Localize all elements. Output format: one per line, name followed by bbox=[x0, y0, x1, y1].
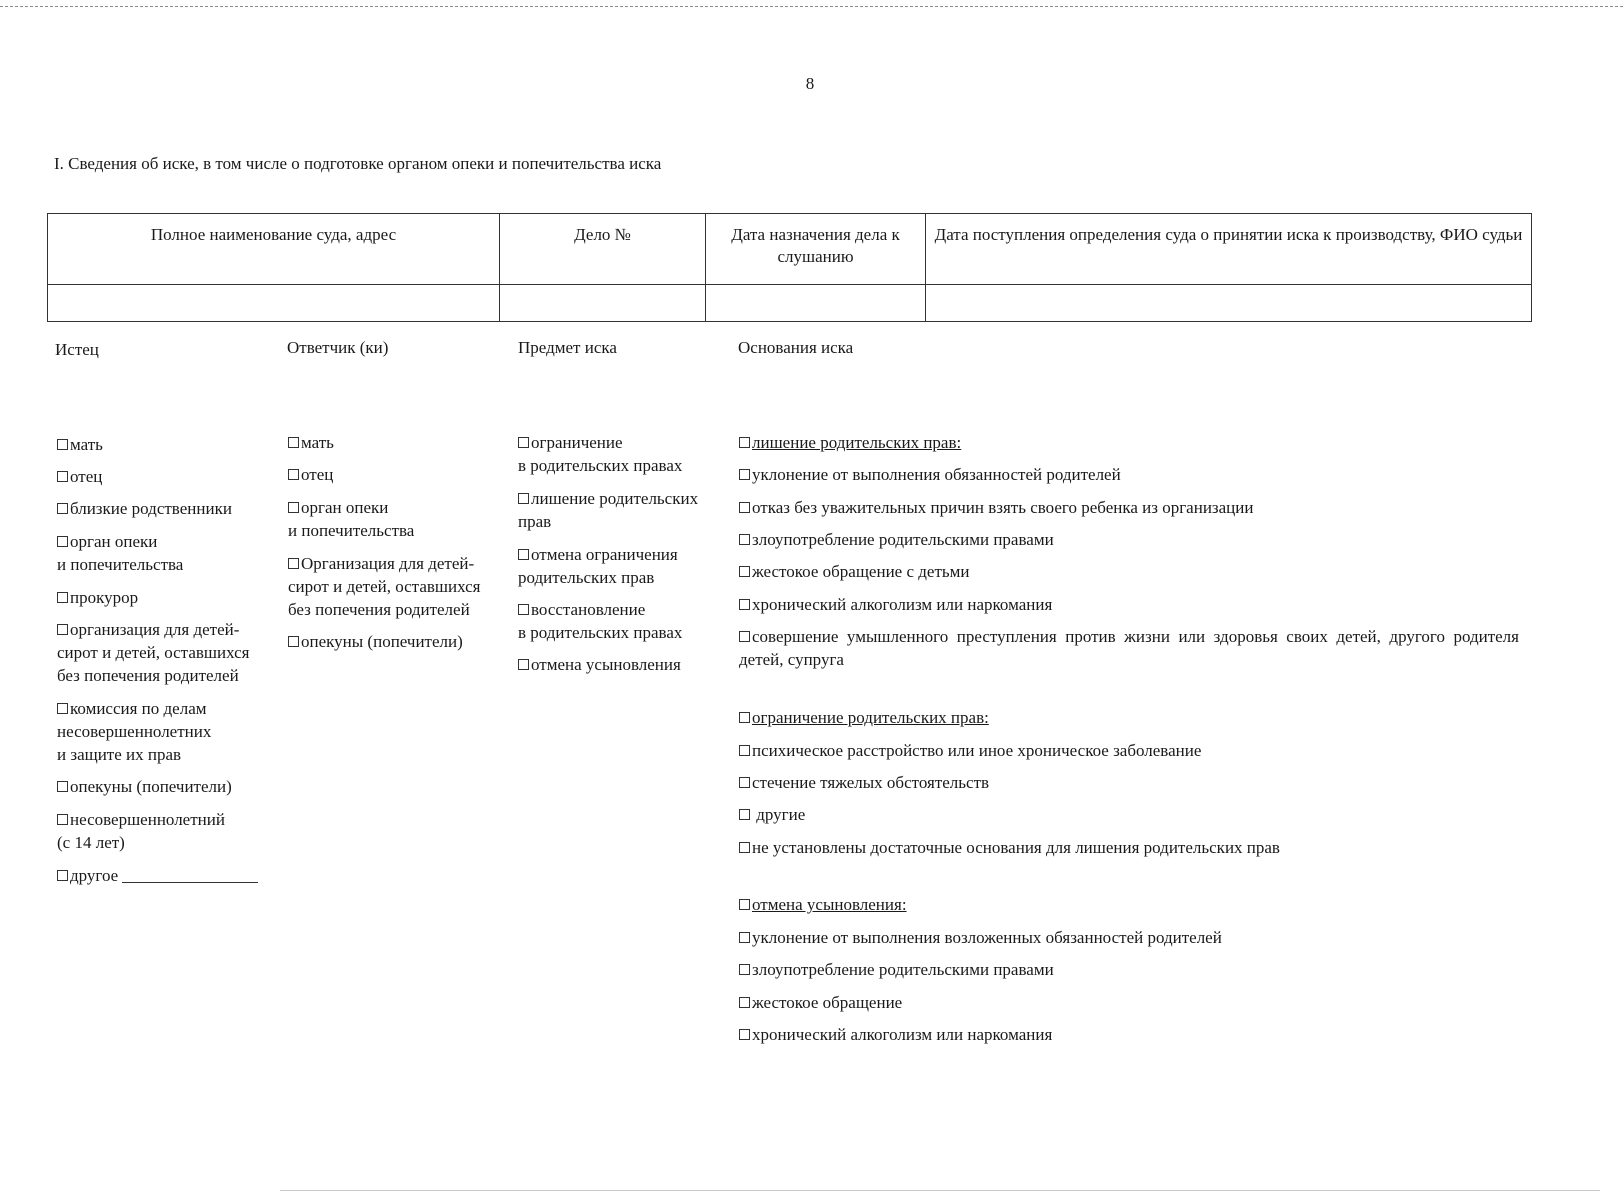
checkbox[interactable] bbox=[57, 624, 68, 635]
table-row bbox=[48, 285, 1532, 322]
checkbox[interactable] bbox=[739, 469, 750, 480]
checkbox[interactable] bbox=[739, 932, 750, 943]
subject-option[interactable]: лишение родительских прав bbox=[518, 489, 699, 531]
plaintiff-option[interactable]: близкие родственники bbox=[57, 497, 232, 520]
checkbox[interactable] bbox=[57, 503, 68, 514]
plaintiff-option[interactable]: мать bbox=[57, 433, 103, 456]
checkbox[interactable] bbox=[739, 566, 750, 577]
checkbox[interactable] bbox=[57, 870, 68, 881]
table-header-row bbox=[48, 214, 1532, 285]
grounds-option[interactable]: другие bbox=[739, 803, 805, 826]
defendant-heading: Ответчик (ки) bbox=[287, 338, 389, 357]
grounds-option[interactable]: жестокое обращение с детьми bbox=[739, 560, 970, 583]
grounds-option[interactable]: уклонение от выполнения возложенных обязанностей родителей bbox=[739, 926, 1222, 949]
checkbox[interactable] bbox=[288, 437, 299, 448]
grounds-option[interactable]: психическое расстройство или иное хроническое заболевание bbox=[739, 739, 1201, 762]
checkbox[interactable] bbox=[739, 1029, 750, 1040]
plaintiff-option[interactable]: несовершеннолетний (с 14 лет) bbox=[57, 810, 225, 852]
checkbox[interactable] bbox=[739, 712, 750, 723]
grounds-group-title[interactable]: лишение родительских прав: bbox=[739, 431, 961, 454]
checkbox[interactable] bbox=[288, 558, 299, 569]
checkbox[interactable] bbox=[739, 534, 750, 545]
checkbox[interactable] bbox=[518, 437, 529, 448]
checkbox[interactable] bbox=[739, 899, 750, 910]
subject-option[interactable]: восстановление в родительских правах bbox=[518, 600, 683, 642]
checkbox[interactable] bbox=[739, 842, 750, 853]
cell-case-number[interactable] bbox=[500, 285, 706, 322]
checkbox[interactable] bbox=[288, 469, 299, 480]
checkbox[interactable] bbox=[57, 814, 68, 825]
header-ruling-date-judge: Дата поступления определения суда о принятии иска к производству, ФИО судьи bbox=[926, 214, 1532, 285]
checkbox[interactable] bbox=[739, 437, 750, 448]
header-case-number: Дело № bbox=[500, 214, 706, 285]
checkbox[interactable] bbox=[739, 599, 750, 610]
header-hearing-date: Дата назначения дела к слушанию bbox=[706, 214, 926, 285]
grounds-option[interactable]: стечение тяжелых обстоятельств bbox=[739, 771, 989, 794]
defendant-option[interactable]: орган опеки и попечительства bbox=[288, 498, 415, 540]
checkbox[interactable] bbox=[739, 745, 750, 756]
defendant-option[interactable]: мать bbox=[288, 431, 334, 454]
checkbox[interactable] bbox=[57, 592, 68, 603]
checkbox[interactable] bbox=[57, 781, 68, 792]
cell-hearing-date[interactable] bbox=[706, 285, 926, 322]
grounds-option[interactable]: хронический алкоголизм или наркомания bbox=[739, 1023, 1052, 1046]
grounds-heading: Основания иска bbox=[738, 338, 854, 357]
defendant-option[interactable]: Организация для детей- сирот и детей, оставшихся без попечения родителей bbox=[288, 554, 481, 619]
plaintiff-option[interactable]: отец bbox=[57, 465, 102, 488]
plaintiff-option[interactable]: комиссия по делам несовершеннолетних и защите их прав bbox=[57, 699, 212, 764]
checkbox[interactable] bbox=[739, 809, 750, 820]
checkbox[interactable] bbox=[518, 493, 529, 504]
checkbox[interactable] bbox=[288, 502, 299, 513]
checkbox[interactable] bbox=[739, 502, 750, 513]
plaintiff-heading: Истец bbox=[55, 340, 99, 359]
grounds-option[interactable]: уклонение от выполнения обязанностей родителей bbox=[739, 463, 1121, 486]
checkbox[interactable] bbox=[57, 703, 68, 714]
page-number: 8 bbox=[805, 74, 815, 93]
defendant-option[interactable]: отец bbox=[288, 463, 333, 486]
subject-option[interactable]: ограничение в родительских правах bbox=[518, 433, 683, 475]
checkbox[interactable] bbox=[739, 964, 750, 975]
checkbox[interactable] bbox=[739, 997, 750, 1008]
grounds-option[interactable]: злоупотребление родительскими правами bbox=[739, 958, 1054, 981]
grounds-option[interactable]: совершение умышленного преступления против жизни или здоровья своих детей, другого родителя детей, супруга bbox=[739, 627, 1519, 669]
checkbox[interactable] bbox=[57, 471, 68, 482]
checkbox[interactable] bbox=[739, 777, 750, 788]
grounds-option[interactable]: жестокое обращение bbox=[739, 991, 902, 1014]
cell-ruling-date-judge[interactable] bbox=[926, 285, 1532, 322]
checkbox[interactable] bbox=[57, 439, 68, 450]
grounds-group-title[interactable]: ограничение родительских прав: bbox=[739, 706, 989, 729]
grounds-option[interactable]: злоупотребление родительскими правами bbox=[739, 528, 1054, 551]
subject-option[interactable]: отмена усыновления bbox=[518, 653, 681, 676]
plaintiff-option[interactable]: прокурор bbox=[57, 586, 138, 609]
cell-court-name[interactable] bbox=[48, 285, 500, 322]
plaintiff-option[interactable]: орган опеки и попечительства bbox=[57, 532, 184, 574]
header-court-name: Полное наименование суда, адрес bbox=[48, 214, 500, 285]
grounds-option[interactable]: хронический алкоголизм или наркомания bbox=[739, 593, 1052, 616]
checkbox[interactable] bbox=[518, 659, 529, 670]
section-title: I. Сведения об иске, в том числе о подготовке органом опеки и попечительства иска bbox=[54, 154, 662, 173]
plaintiff-option[interactable]: организация для детей- сирот и детей, оставшихся без попечения родителей bbox=[57, 620, 250, 685]
plaintiff-option-other[interactable]: другое bbox=[57, 864, 258, 887]
court-info-table bbox=[47, 213, 1532, 322]
subject-heading: Предмет иска bbox=[518, 338, 617, 357]
plaintiff-option[interactable]: опекуны (попечители) bbox=[57, 775, 232, 798]
checkbox[interactable] bbox=[518, 549, 529, 560]
subject-option[interactable]: отмена ограничения родительских прав bbox=[518, 545, 678, 587]
defendant-option[interactable]: опекуны (попечители) bbox=[288, 630, 463, 653]
other-blank-field[interactable] bbox=[122, 868, 258, 883]
checkbox[interactable] bbox=[57, 536, 68, 547]
top-dashed-edge bbox=[0, 6, 1623, 7]
grounds-option[interactable]: не установлены достаточные основания для лишения родительских прав bbox=[739, 836, 1280, 859]
bottom-edge-line bbox=[280, 1190, 1600, 1191]
checkbox[interactable] bbox=[739, 631, 750, 642]
grounds-group-title[interactable]: отмена усыновления: bbox=[739, 893, 907, 916]
checkbox[interactable] bbox=[288, 636, 299, 647]
grounds-option[interactable]: отказ без уважительных причин взять своего ребенка из организации bbox=[739, 496, 1253, 519]
checkbox[interactable] bbox=[518, 604, 529, 615]
